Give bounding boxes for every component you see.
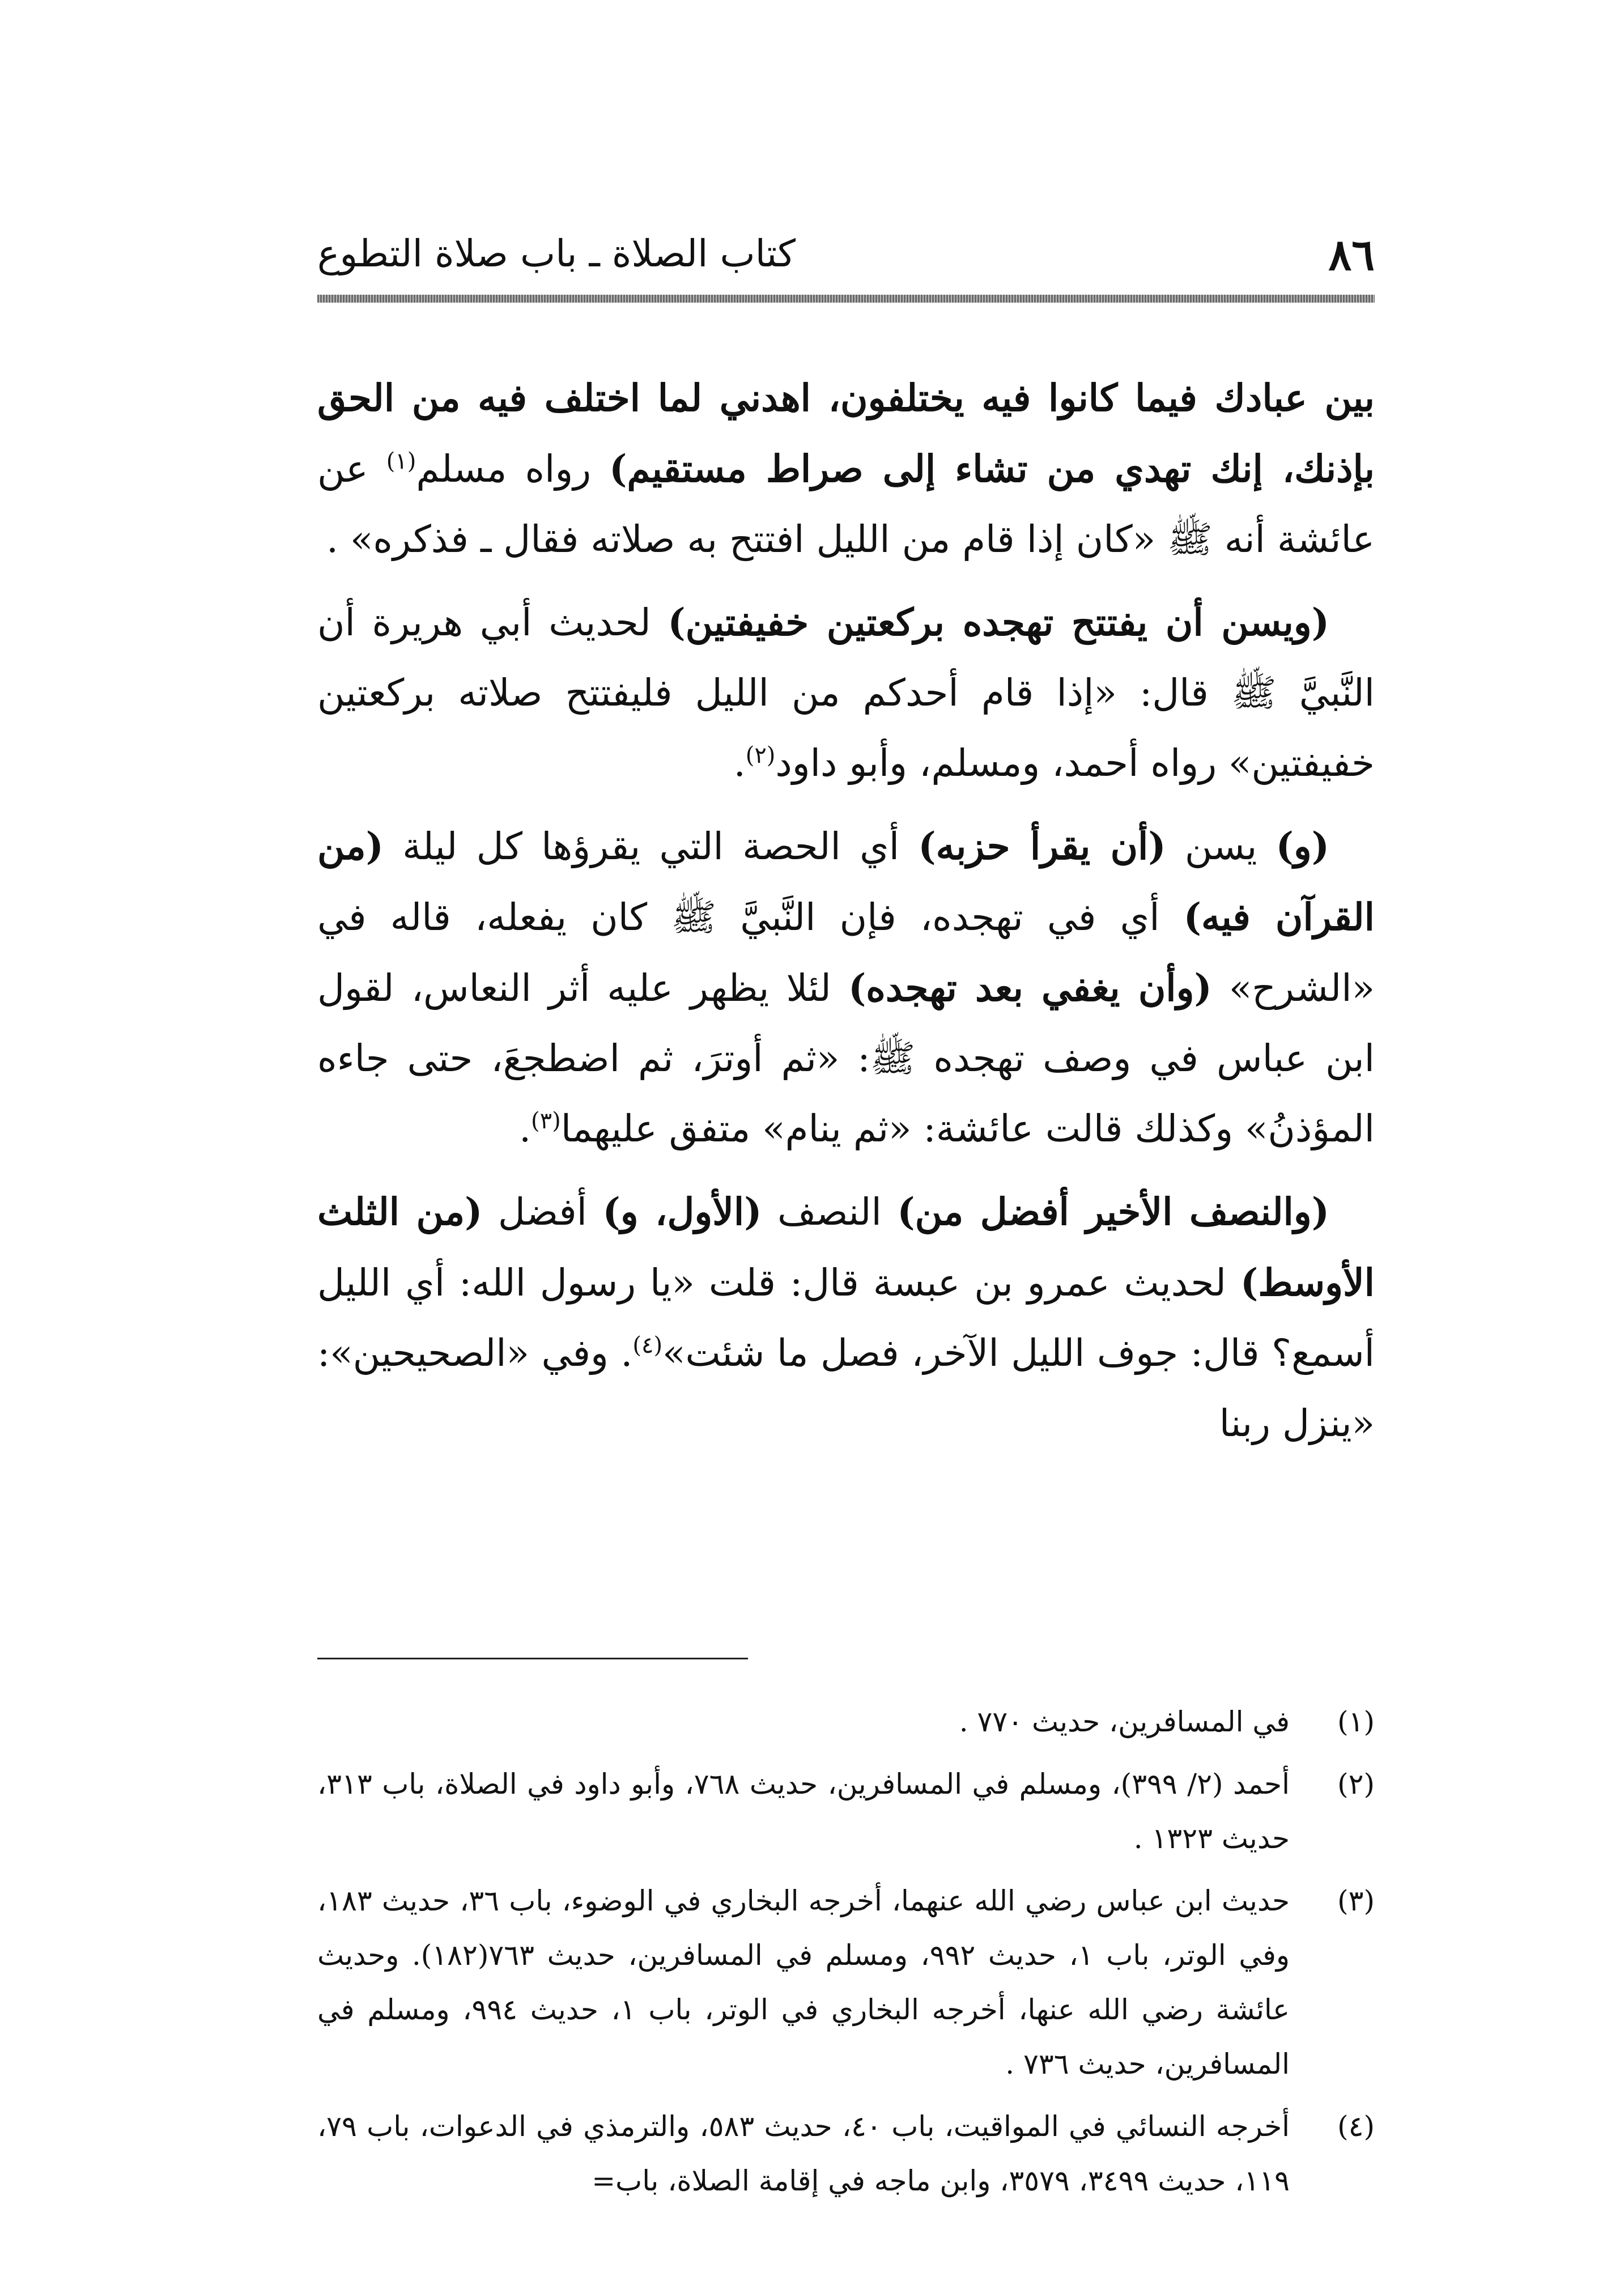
commentary-text: . [519,1107,532,1150]
commentary-text: أفضل [482,1190,603,1234]
footnote-marker: (٣) [531,1108,561,1134]
matn-text: (أن يقرأ حزبه) [918,824,1166,868]
footnote-4 [317,2099,1375,2208]
matn-text: (من الثلث الأوسط) [317,1190,1375,1305]
commentary-text: رواه مسلم [416,447,610,491]
matn-text: (وأن يغفي بعد تهجده) [848,966,1212,1010]
footnote-number: (٢) [1337,1768,1375,1801]
page-header [317,230,1375,292]
matn-text: بين عبادك فيما كانوا فيه يختلفون، اهدني لما اختلف فيه من الحق بإذنك، إنك تهدي من تشاء إلى صراط مستقيم) [317,376,1375,491]
commentary-text: أي في تهجده، فإن النَّبيَّ ﷺ كان يفعله، قاله في «الشرح» [317,895,1375,1010]
footnote-marker: (١) [386,448,416,474]
commentary-text: النصف [762,1190,898,1234]
matn-text: (والنصف الأخير أفضل من) [897,1190,1329,1234]
footnote-separator [317,1658,748,1659]
paragraph-3 [317,811,1375,1164]
running-title: كتاب الصلاة ـ باب صلاة التطوع [317,232,796,275]
commentary-text: يسن [1166,825,1276,868]
footnote-2 [317,1757,1375,1866]
footnote-number: (٣) [1337,1884,1375,1917]
footnote-marker: (٢) [745,742,776,768]
commentary-text: عن عائشة أنه ﷺ «كان إذا قام من الليل افتتح به صلاته فقال ـ فذكره» . [317,447,1375,561]
matn-text: (الأول، و) [602,1190,762,1234]
matn-text: (و) [1276,824,1329,868]
footnote-marker: (٤) [632,1332,663,1358]
paragraph-4 [317,1177,1375,1459]
footnote-3 [317,1874,1375,2091]
commentary-text: . [733,741,746,785]
main-text [317,363,1375,1471]
header-rule [317,295,1375,303]
commentary-text: . وفي «الصحيحين»: «ينزل ربنا [317,1331,1375,1445]
footnote-1 [317,1695,1375,1749]
footnote-text: أخرجه النسائي في المواقيت، باب ٤٠، حديث ٥٨٣، والترمذي في الدعوات، باب ٧٩، ١١٩، حديث ٣٤٩٩، ٣٥٧٩، وابن ماجه في إقامة الصلاة، باب= [317,2110,1290,2197]
commentary-text: أي الحصة التي يقرؤها كل ليلة [383,825,919,868]
matn-text: (من القرآن فيه) [317,824,1375,939]
matn-text: (ويسن أن يفتتح تهجده بركعتين خفيفتين) [668,600,1329,644]
commentary-text: لئلا يظهر عليه أثر النعاس، لقول ابن عباس في وصف تهجده ﷺ: «ثم أوترَ، ثم اضطجعَ، حتى جاءه المؤذنُ» وكذلك قالت عائشة: «ثم ينام» متفق عليهما [317,966,1375,1150]
paragraph-1 [317,363,1375,575]
footnotes [317,1695,1375,2216]
commentary-text: لحديث عمرو بن عبسة قال: قلت «يا رسول الله: أي الليل أسمع؟ قال: جوف الليل الآخر، فصل ما شئت» [317,1261,1375,1375]
footnote-number: (٤) [1337,2110,1375,2143]
paragraph-2 [317,587,1375,799]
commentary-text: لحديث أبي هريرة أن النَّبيَّ ﷺ قال: «إذا قام أحدكم من الليل فليفتتح صلاته بركعتين خفيفتين» رواه أحمد، ومسلم، وأبو داود [317,601,1375,785]
footnote-text: في المسافرين، حديث ٧٧٠ . [959,1705,1290,1738]
footnote-number: (١) [1337,1705,1375,1738]
page-number: ٨٦ [1328,230,1375,280]
footnote-text: حديث ابن عباس رضي الله عنهما، أخرجه البخاري في الوضوء، باب ٣٦، حديث ١٨٣، وفي الوتر، باب ١، حديث ٩٩٢، ومسلم في المسافرين، حديث ٧٦٣(١٨٢). وحديث عائشة رضي الله عنها، أخرجه البخاري في الوتر، باب ١، حديث ٩٩٤، ومسلم في المسافرين، حديث ٧٣٦ . [317,1884,1290,2080]
footnote-text: أحمد (٢/ ٣٩٩)، ومسلم في المسافرين، حديث ٧٦٨، وأبو داود في الصلاة، باب ٣١٣، حديث ١٣٢٣ . [317,1768,1290,1855]
